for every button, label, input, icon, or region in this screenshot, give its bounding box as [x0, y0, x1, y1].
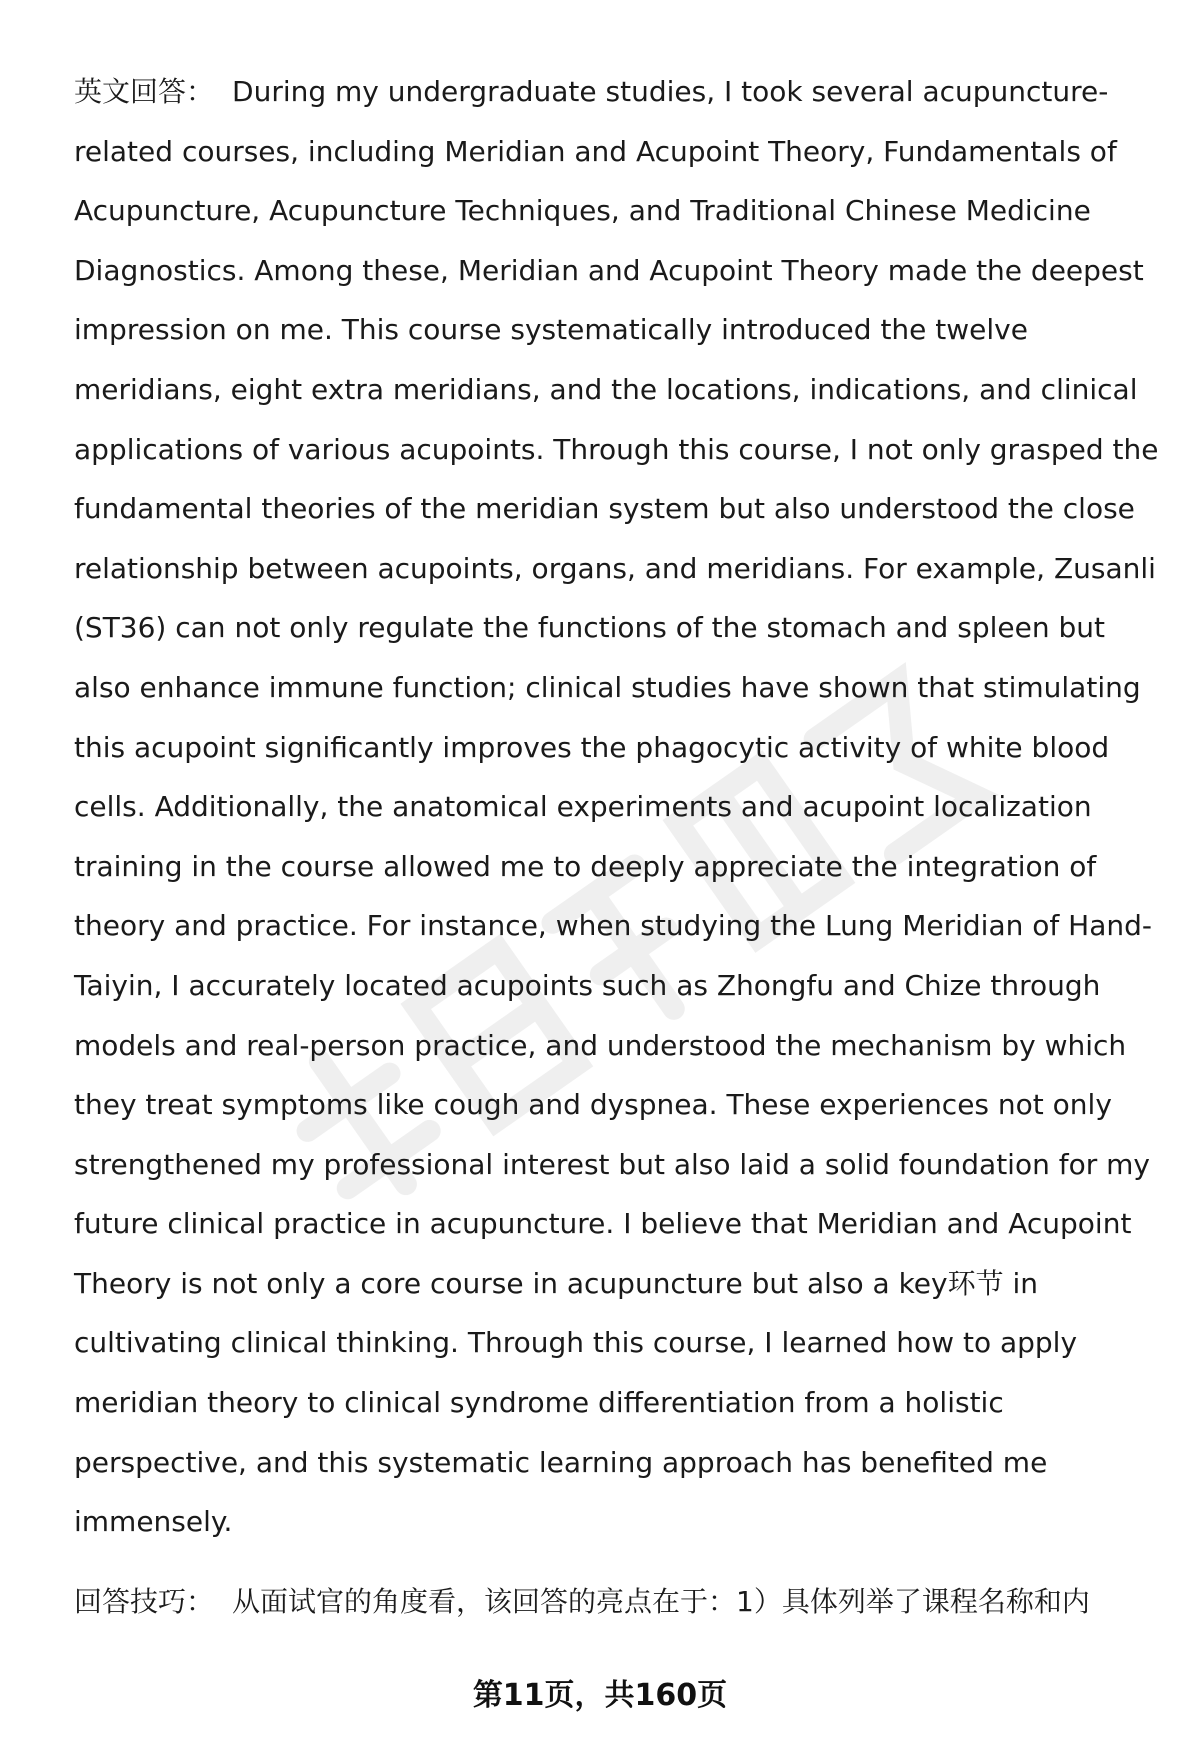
answer-tips-label: 回答技巧：	[74, 1585, 215, 1618]
page-number-footer: 第11页，共160页	[472, 1678, 728, 1713]
english-answer-label: 英文回答：	[74, 75, 215, 108]
english-answer-text: During my undergraduate studies, I took several acupuncture-related courses, including Meridian and Acupoint Theory, Fundamentals of Acupuncture, Acupuncture Techniques, and Traditional Chinese Medicine Diagnostics. Among these, Meridian and Acupoint Theory made the deepest impression on me. This course systematically introduced the twelve meridians, eight extra meridians, and the locations, indications, and clinical applications of various acupoints. Through this course, I not only grasped the fundamental theories of the meridian system but also understood the close relationship between acupoints, organs, and meridians. For example, Zusanli (ST36) can not only regulate the functions of the stomach and spleen but also enhance immune function; clinical studies have shown that stimulating this acupoint significantly improves the phagocytic activity of white blood cells. Additionally, the anatomical experiments and acupoint localization training in the course allowed me to deeply appreciate the integration of theory and practice. For instance, when studying the Lung Meridian of Hand-Taiyin, I accurately located acupoints such as Zhongfu and Chize through models and real-person practice, and understood the mechanism by which they treat symptoms like cough and dyspnea. These experiences not only strengthened my professional interest but also laid a solid foundation for my future clinical practice in acupuncture. I believe that Meridian and Acupoint Theory is not only a core course in acupuncture but also a key环节 in cultivating clinical thinking. Through this course, I learned how to apply meridian theory to clinical syndrome differentiation from a holistic perspective, and this systematic learning approach has benefited me immensely.	[74, 75, 1159, 1539]
answer-tips-paragraph	[74, 1572, 1164, 1632]
english-answer-paragraph	[74, 62, 1164, 1552]
answer-tips-text: 从面试官的角度看，该回答的亮点在于：1）具体列举了课程名称和内	[232, 1585, 1090, 1618]
